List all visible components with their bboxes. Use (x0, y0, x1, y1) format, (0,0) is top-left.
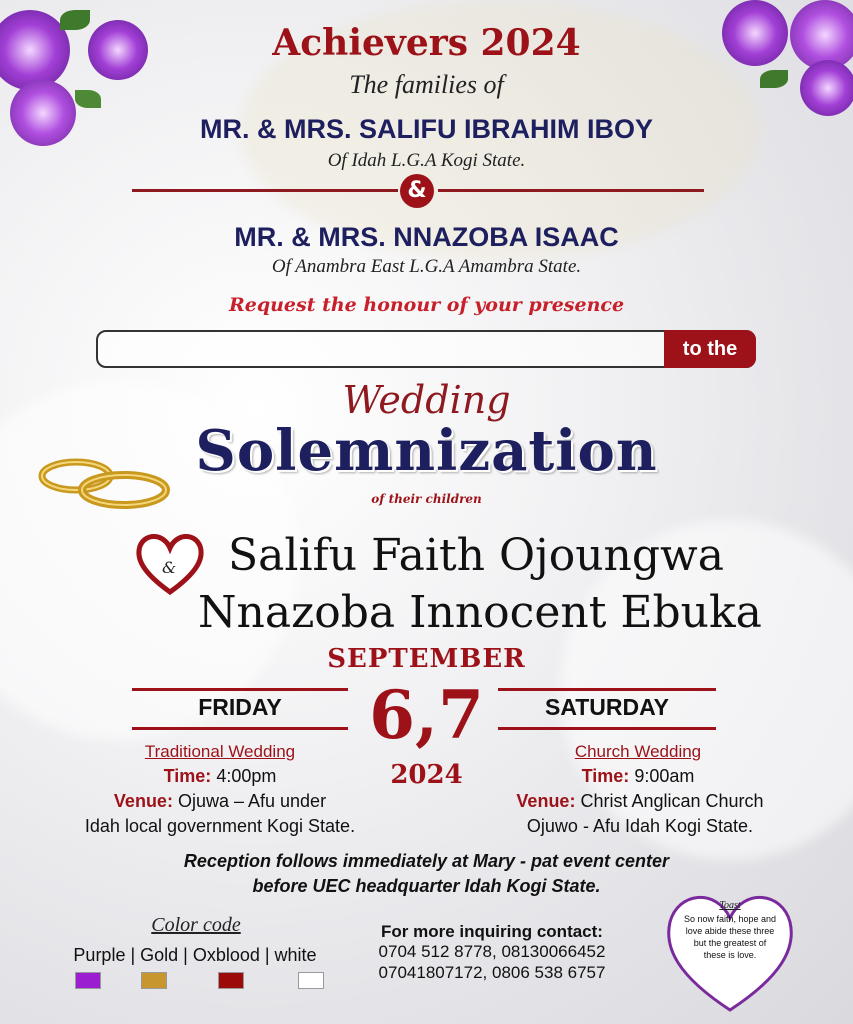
saturday-line-top (498, 688, 716, 691)
family1-origin: Of Idah L.G.A Kogi State. (327, 150, 526, 171)
saturday-venue-label: Venue: (516, 791, 576, 811)
families-intro: The families of (349, 70, 504, 99)
saturday-event-type: Church Wedding (574, 742, 702, 761)
friday-time-value: 4:00pm (216, 766, 277, 786)
saturday-time-label: Time: (581, 766, 630, 786)
saturday-time-value: 9:00am (634, 766, 695, 786)
friday-venue (40, 791, 400, 812)
saturday-venue-line1: Christ Anglican Church (580, 791, 764, 811)
friday-venue-label: Venue: (113, 791, 173, 811)
year: 2024 (390, 760, 463, 790)
solemnization-title: Solemnization (195, 418, 658, 484)
swatch-purple (75, 972, 101, 989)
divider-left (132, 189, 398, 192)
family2-name: MR. & MRS. NNAZOBA ISAAC (234, 222, 619, 252)
toast-text-3: but the greatest of (693, 938, 767, 948)
of-their-children: of their children (371, 492, 482, 506)
request-presence: Request the honour of your presence (228, 294, 625, 316)
friday-label: FRIDAY (198, 694, 282, 720)
couple-name-2: Nnazoba Innocent Ebuka (198, 587, 762, 638)
friday-venue-line2: Idah local government Kogi State. (84, 816, 356, 836)
contact-line1: 0704 512 8778, 08130066452 (378, 942, 606, 961)
color-code-names: Purple | Gold | Oxblood | white (73, 945, 317, 965)
toast-text-2: love abide these three (685, 926, 775, 936)
ampersand-badge: & (400, 174, 434, 208)
saturday-venue-line2: Ojuwo - Afu Idah Kogi State. (526, 816, 754, 836)
divider-right (438, 189, 704, 192)
toast-text-4: these is love. (703, 950, 757, 960)
names-ampersand: & (162, 558, 177, 577)
swatch-gold (141, 972, 167, 989)
month: SEPTEMBER (327, 644, 526, 674)
couple-name-1: Salifu Faith Ojoungwa (228, 530, 724, 581)
friday-time-label: Time: (163, 766, 212, 786)
friday-line-bottom (132, 727, 348, 730)
family2-origin: Of Anambra East L.G.A Amambra State. (271, 256, 582, 277)
page-title: Achievers 2024 (272, 22, 581, 64)
banner-bar (96, 330, 756, 368)
contact-line2: 07041807172, 0806 538 6757 (378, 963, 606, 982)
toast-title: Toast (719, 900, 741, 911)
saturday-label: SATURDAY (545, 694, 669, 720)
friday-line-top (132, 688, 348, 691)
color-code-title: Color code (151, 914, 241, 936)
friday-event-type: Traditional Wedding (144, 742, 296, 761)
friday-time (100, 766, 340, 787)
family1-name: MR. & MRS. SALIFU IBRAHIM IBOY (200, 114, 653, 144)
toast-text-1: So now faith, hope and (683, 914, 777, 924)
swatch-oxblood (218, 972, 244, 989)
reception-line1: Reception follows immediately at Mary - pat event center (183, 851, 670, 871)
banner-label: to the (664, 330, 756, 368)
friday-venue-line1: Ojuwa – Afu under (177, 791, 327, 811)
dates: 6,7 (369, 676, 484, 754)
contact-title: For more inquiring contact: (381, 922, 603, 941)
wedding-word: Wedding (342, 378, 511, 422)
saturday-time (518, 766, 758, 787)
saturday-venue (470, 791, 810, 812)
reception-line2: before UEC headquarter Idah Kogi State. (252, 876, 601, 896)
saturday-line-bottom (498, 727, 716, 730)
swatch-white (298, 972, 324, 989)
